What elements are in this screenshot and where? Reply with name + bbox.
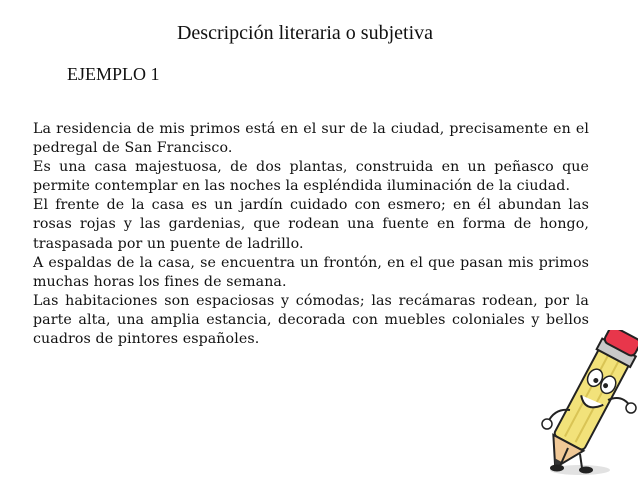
paragraph-2: Es una casa majestuosa, de dos plantas, construida en un peñasco que permite contemplar en las noches la espléndida iluminación de la ciudad.	[33, 159, 589, 195]
paragraph-4: A espaldas de la casa, se encuentra un frontón, en el que pasan mis primos muchas horas los fines de semana.	[33, 254, 589, 290]
description-body	[33, 120, 589, 349]
page-title-text: Descripción literaria o subjetiva	[176, 22, 433, 44]
pencil-character-icon	[530, 330, 638, 479]
paragraph-5: Las habitaciones son espaciosas y cómodas; las recámaras rodean, por la parte alta, una amplia estancia, decorada con muebles coloniales y bellos cuadros de pintores españoles.	[33, 292, 589, 348]
page-title	[0, 22, 610, 45]
paragraph-1: La residencia de mis primos está en el sur de la ciudad, precisamente en el pedregal de San Francisco.	[33, 121, 589, 157]
paragraph-3: El frente de la casa es un jardín cuidado con esmero; en él abundan las rosas rojas y las gardenias, que rodean una fuente en forma de hongo, traspasada por un puente de ladrillo.	[33, 197, 589, 252]
example-heading: EJEMPLO 1	[67, 64, 160, 84]
